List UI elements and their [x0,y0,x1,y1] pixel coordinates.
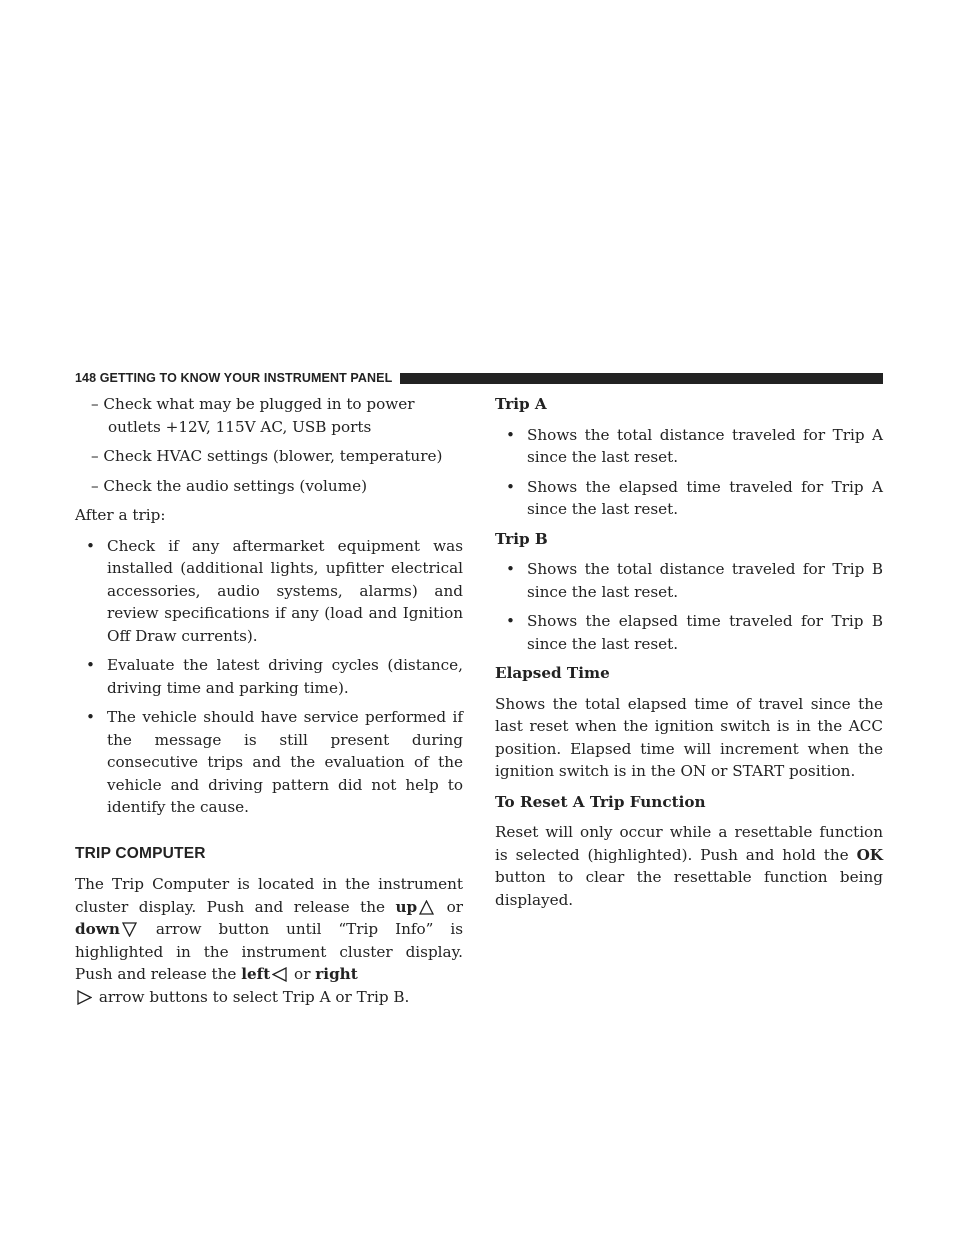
dash-item: – Check HVAC settings (blower, temperature) [91,447,443,465]
dash-item: – Check what may be plugged in to power outlets +12V, 115V AC, USB ports [91,395,415,436]
left-label: left [241,965,271,983]
bullet-text: Check if any aftermarket equipment was installed (additional lights, upfitter electrical accessories, audio systems, alarms) and review specifications if any (load and Ignition Off Draw currents). [107,536,463,645]
bullet-item [75,535,463,648]
section-title: TRIP COMPUTER [75,844,206,862]
bullet-item [75,654,463,699]
trip-computer-paragraph [75,873,463,1008]
page-header [75,371,883,385]
paragraph-text: arrow buttons to select Trip A or Trip B. [94,987,410,1006]
bullet-text: Shows the elapsed time traveled for Trip B since the last reset. [527,612,883,653]
bullet-text: Shows the total distance traveled for Trip A since the last reset. [527,425,883,466]
right-arrow-icon [77,990,92,1005]
reset-title: To Reset A Trip Function [495,792,706,811]
after-trip-label: After a trip: [75,506,166,524]
bullet-dot: • [86,656,95,674]
bullet-dot: • [86,536,95,555]
down-arrow-icon [122,922,137,937]
bullet-dot: • [506,612,515,630]
bullet-item [495,476,883,521]
bullet-text: Shows the total distance traveled for Trip B since the last reset. [527,560,883,601]
bullet-text: Shows the elapsed time traveled for Trip A since the last reset. [527,477,883,518]
paragraph-text: or [436,897,463,916]
page-header-text [75,371,392,385]
left-arrow-icon [272,967,287,982]
bullet-dot: • [506,560,515,578]
elapsed-time-text: Shows the total elapsed time of travel since the last reset when the ignition switch is in the ACC position. Elapsed time will increment when the ignition switch is in the ON or START position. [495,694,883,780]
bullet-item [75,706,463,819]
elapsed-time-title: Elapsed Time [495,664,610,682]
header-rule [400,373,883,384]
paragraph-text: button to clear the resettable function being displayed. [495,868,883,909]
dash-item: – Check the audio settings (volume) [91,476,368,495]
bullet-item [495,424,883,469]
right-column [495,393,883,919]
ok-label: OK [856,845,883,864]
right-label: right [315,965,358,983]
bullet-dot: • [506,425,515,444]
down-label: down [75,920,120,938]
trip-a-title: Trip A [495,395,547,413]
bullet-dot: • [86,708,95,726]
bullet-dot: • [506,477,515,496]
bullet-item [495,558,883,603]
up-arrow-icon [419,900,434,915]
paragraph-text: The Trip Computer is located in the instrument cluster display. Push and release the [75,875,463,916]
bullet-text: The vehicle should have service performed if the message is still present during consecutive trips and the evaluation of the vehicle and driving pattern did not help to identify the cause. [107,708,463,816]
running-title: GETTING TO KNOW YOUR INSTRUMENT PANEL [99,371,393,385]
paragraph-text: arrow button until “Trip Info” is highlighted in the instrument cluster display. Push and release the [75,920,463,983]
left-column [75,393,463,1008]
paragraph-text: Reset will only occur while a resettable function is selected (highlighted). Push and hold the [495,823,883,864]
reset-paragraph [495,821,883,911]
up-label: up [395,897,418,916]
paragraph-text: or [289,965,316,983]
bullet-item [495,610,883,655]
bullet-text: Evaluate the latest driving cycles (distance, driving time and parking time). [107,656,463,697]
trip-b-title: Trip B [495,529,548,548]
page-number: 148 [75,371,97,385]
